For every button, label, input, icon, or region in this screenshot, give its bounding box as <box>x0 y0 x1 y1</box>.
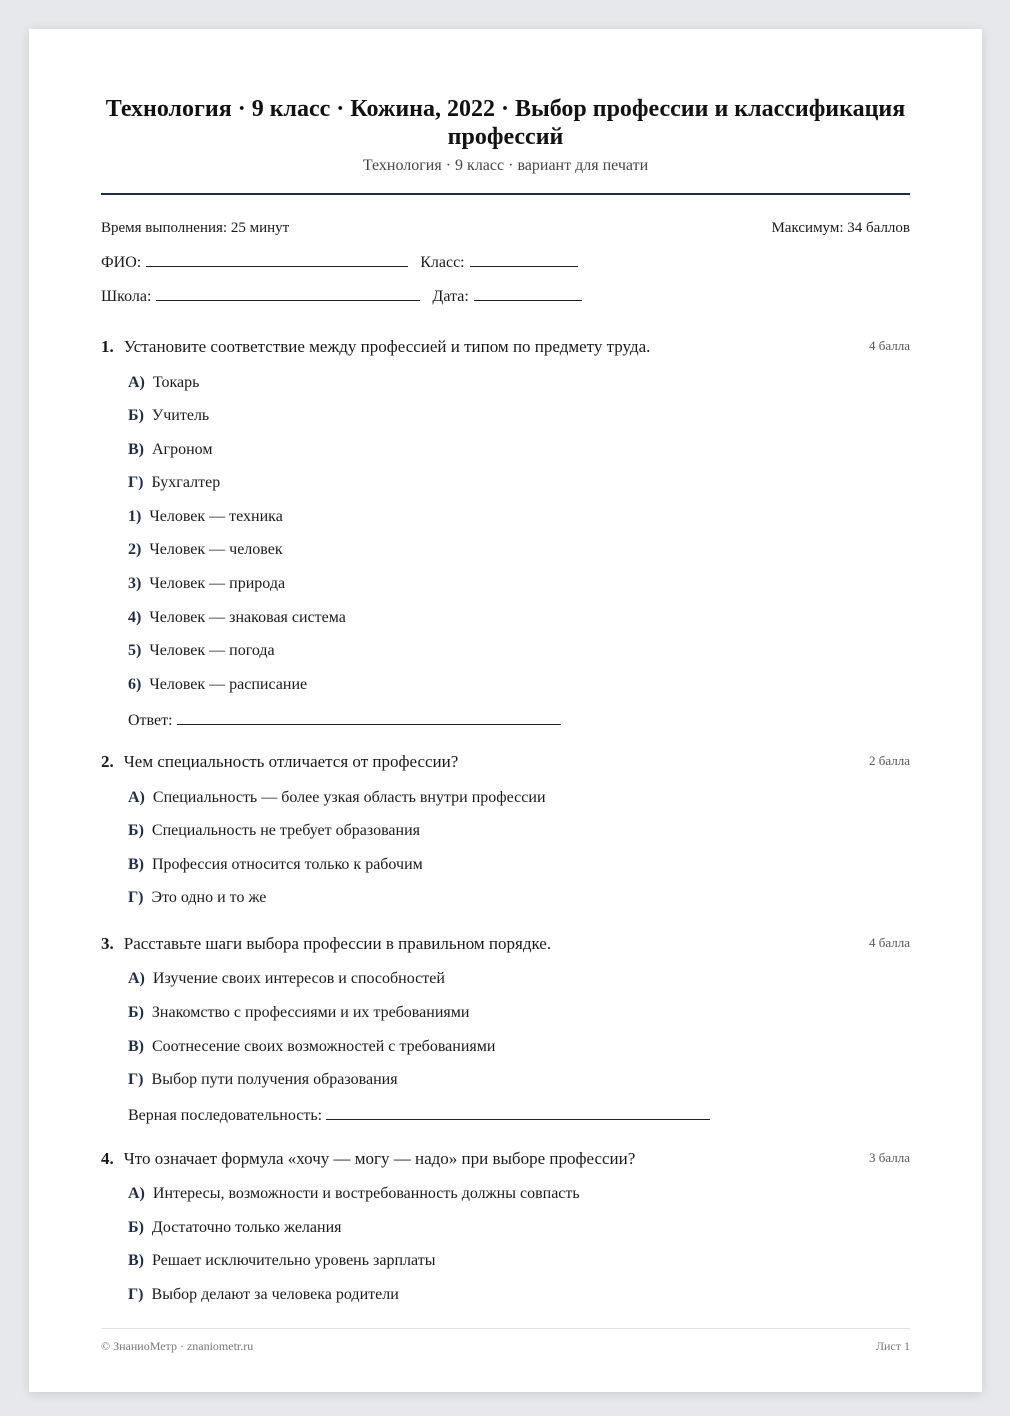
question-text: Установите соответствие между профессией и типом по предмету труда. <box>123 337 651 356</box>
option-letter: 1) <box>128 508 142 525</box>
option-text: Достаточно только желания <box>151 1219 342 1236</box>
option-item <box>128 676 307 694</box>
option-item <box>128 1038 495 1056</box>
option-letter: А) <box>128 789 145 806</box>
option-item <box>128 474 220 492</box>
question-number: 4. <box>101 1149 114 1168</box>
header-divider <box>101 193 910 195</box>
option-letter: Б) <box>128 1004 144 1021</box>
option-text: Знакомство с профессиями и их требованиями <box>151 1004 470 1021</box>
question-2 <box>101 752 910 906</box>
option-letter: 5) <box>128 642 142 659</box>
option-item <box>128 407 209 425</box>
question-points: 4 балла <box>869 338 910 353</box>
option-letter: Б) <box>128 822 144 839</box>
question-4 <box>101 1149 910 1303</box>
option-letter: 3) <box>128 575 142 592</box>
class-field[interactable] <box>470 252 578 267</box>
option-item <box>128 374 199 392</box>
page-footer <box>101 1339 910 1354</box>
page-number: Лист 1 <box>875 1339 910 1353</box>
option-text: Человек — погода <box>149 642 275 659</box>
question-text: Чем специальность отличается от профессии? <box>123 752 459 771</box>
answer-label: Верная последовательность: <box>128 1107 323 1124</box>
option-text: Решает исключительно уровень зарплаты <box>152 1252 436 1269</box>
page-title: Технология · 9 класс · Кожина, 2022 · Выбор профессии и классификация профессий <box>105 96 906 150</box>
option-text: Интересы, возможности и востребованность должны совпасть <box>152 1185 580 1202</box>
answer-row <box>128 710 573 730</box>
option-text: Человек — техника <box>149 508 283 525</box>
option-text: Бухгалтер <box>151 474 221 491</box>
option-letter: А) <box>128 374 145 391</box>
name-field[interactable] <box>146 252 408 267</box>
option-text: Соотнесение своих возможностей с требованиями <box>152 1038 496 1055</box>
answer-label: Ответ: <box>128 712 173 729</box>
school-date-row <box>101 286 594 306</box>
option-item <box>128 1286 399 1304</box>
date-label: Дата: <box>432 288 469 305</box>
option-letter: Б) <box>128 1219 144 1236</box>
option-text: Специальность — более узкая область внутри профессии <box>152 789 546 806</box>
option-item <box>128 1004 469 1022</box>
school-label: Школа: <box>101 288 152 305</box>
option-text: Человек — природа <box>149 575 286 592</box>
question-number: 2. <box>101 752 114 771</box>
option-letter: Б) <box>128 407 144 424</box>
option-item <box>128 1252 435 1270</box>
option-letter: В) <box>128 1038 144 1055</box>
answer-field[interactable] <box>177 710 561 725</box>
option-letter: Г) <box>128 474 144 491</box>
question-text: Что означает формула «хочу — могу — надо» при выборе профессии? <box>123 1149 636 1168</box>
time-limit: Время выполнения: 25 минут <box>101 220 290 236</box>
option-item <box>128 508 283 526</box>
option-text: Учитель <box>151 407 210 424</box>
school-field[interactable] <box>156 286 420 301</box>
question-points: 3 балла <box>869 1150 910 1165</box>
option-item <box>128 856 423 874</box>
question-text: Расставьте шаги выбора профессии в правильном порядке. <box>123 934 552 953</box>
question-number: 1. <box>101 337 114 356</box>
option-item <box>128 575 285 593</box>
option-item <box>128 541 283 559</box>
option-text: Человек — человек <box>149 541 283 558</box>
page-subtitle: Технология · 9 класс · вариант для печати <box>362 157 649 174</box>
option-text: Агроном <box>152 441 213 458</box>
option-text: Человек — расписание <box>149 676 308 693</box>
question-points: 2 балла <box>869 753 910 768</box>
option-item <box>128 889 266 907</box>
option-item <box>128 822 420 840</box>
option-item <box>128 609 346 627</box>
option-letter: 6) <box>128 676 142 693</box>
option-letter: А) <box>128 1185 145 1202</box>
option-letter: Г) <box>128 1071 144 1088</box>
option-letter: В) <box>128 1252 144 1269</box>
footer-divider <box>101 1328 910 1329</box>
option-item <box>128 1071 398 1089</box>
option-item <box>128 1185 580 1203</box>
worksheet-page <box>29 29 982 1392</box>
question-3 <box>101 934 910 1124</box>
option-text: Человек — знаковая система <box>149 609 346 626</box>
option-text: Изучение своих интересов и способностей <box>152 970 445 987</box>
option-text: Выбор пути получения образования <box>151 1071 398 1088</box>
option-item <box>128 789 546 807</box>
option-item <box>128 1219 342 1237</box>
question-points: 4 балла <box>869 935 910 950</box>
name-class-row <box>101 252 590 272</box>
option-letter: Г) <box>128 1286 144 1303</box>
meta-row <box>101 220 910 237</box>
class-label: Класс: <box>420 254 465 271</box>
option-item <box>128 642 275 660</box>
footer-copyright: © ЗнаниоМетр · znaniometr.ru <box>101 1339 254 1353</box>
date-field[interactable] <box>474 286 582 301</box>
option-letter: 4) <box>128 609 142 626</box>
answer-field[interactable] <box>326 1105 710 1120</box>
option-letter: А) <box>128 970 145 987</box>
max-score: Максимум: 34 баллов <box>771 220 910 236</box>
option-letter: В) <box>128 856 144 873</box>
option-letter: 2) <box>128 541 142 558</box>
option-letter: Г) <box>128 889 144 906</box>
question-1 <box>101 337 910 729</box>
option-item <box>128 441 213 459</box>
option-text: Специальность не требует образования <box>151 822 421 839</box>
option-letter: В) <box>128 441 144 458</box>
option-text: Профессия относится только к рабочим <box>152 856 423 873</box>
name-label: ФИО: <box>101 254 142 271</box>
option-item <box>128 970 445 988</box>
option-text: Токарь <box>152 374 200 391</box>
option-text: Это одно и то же <box>151 889 267 906</box>
option-text: Выбор делают за человека родители <box>151 1286 399 1303</box>
answer-row <box>128 1105 722 1125</box>
question-number: 3. <box>101 934 114 953</box>
